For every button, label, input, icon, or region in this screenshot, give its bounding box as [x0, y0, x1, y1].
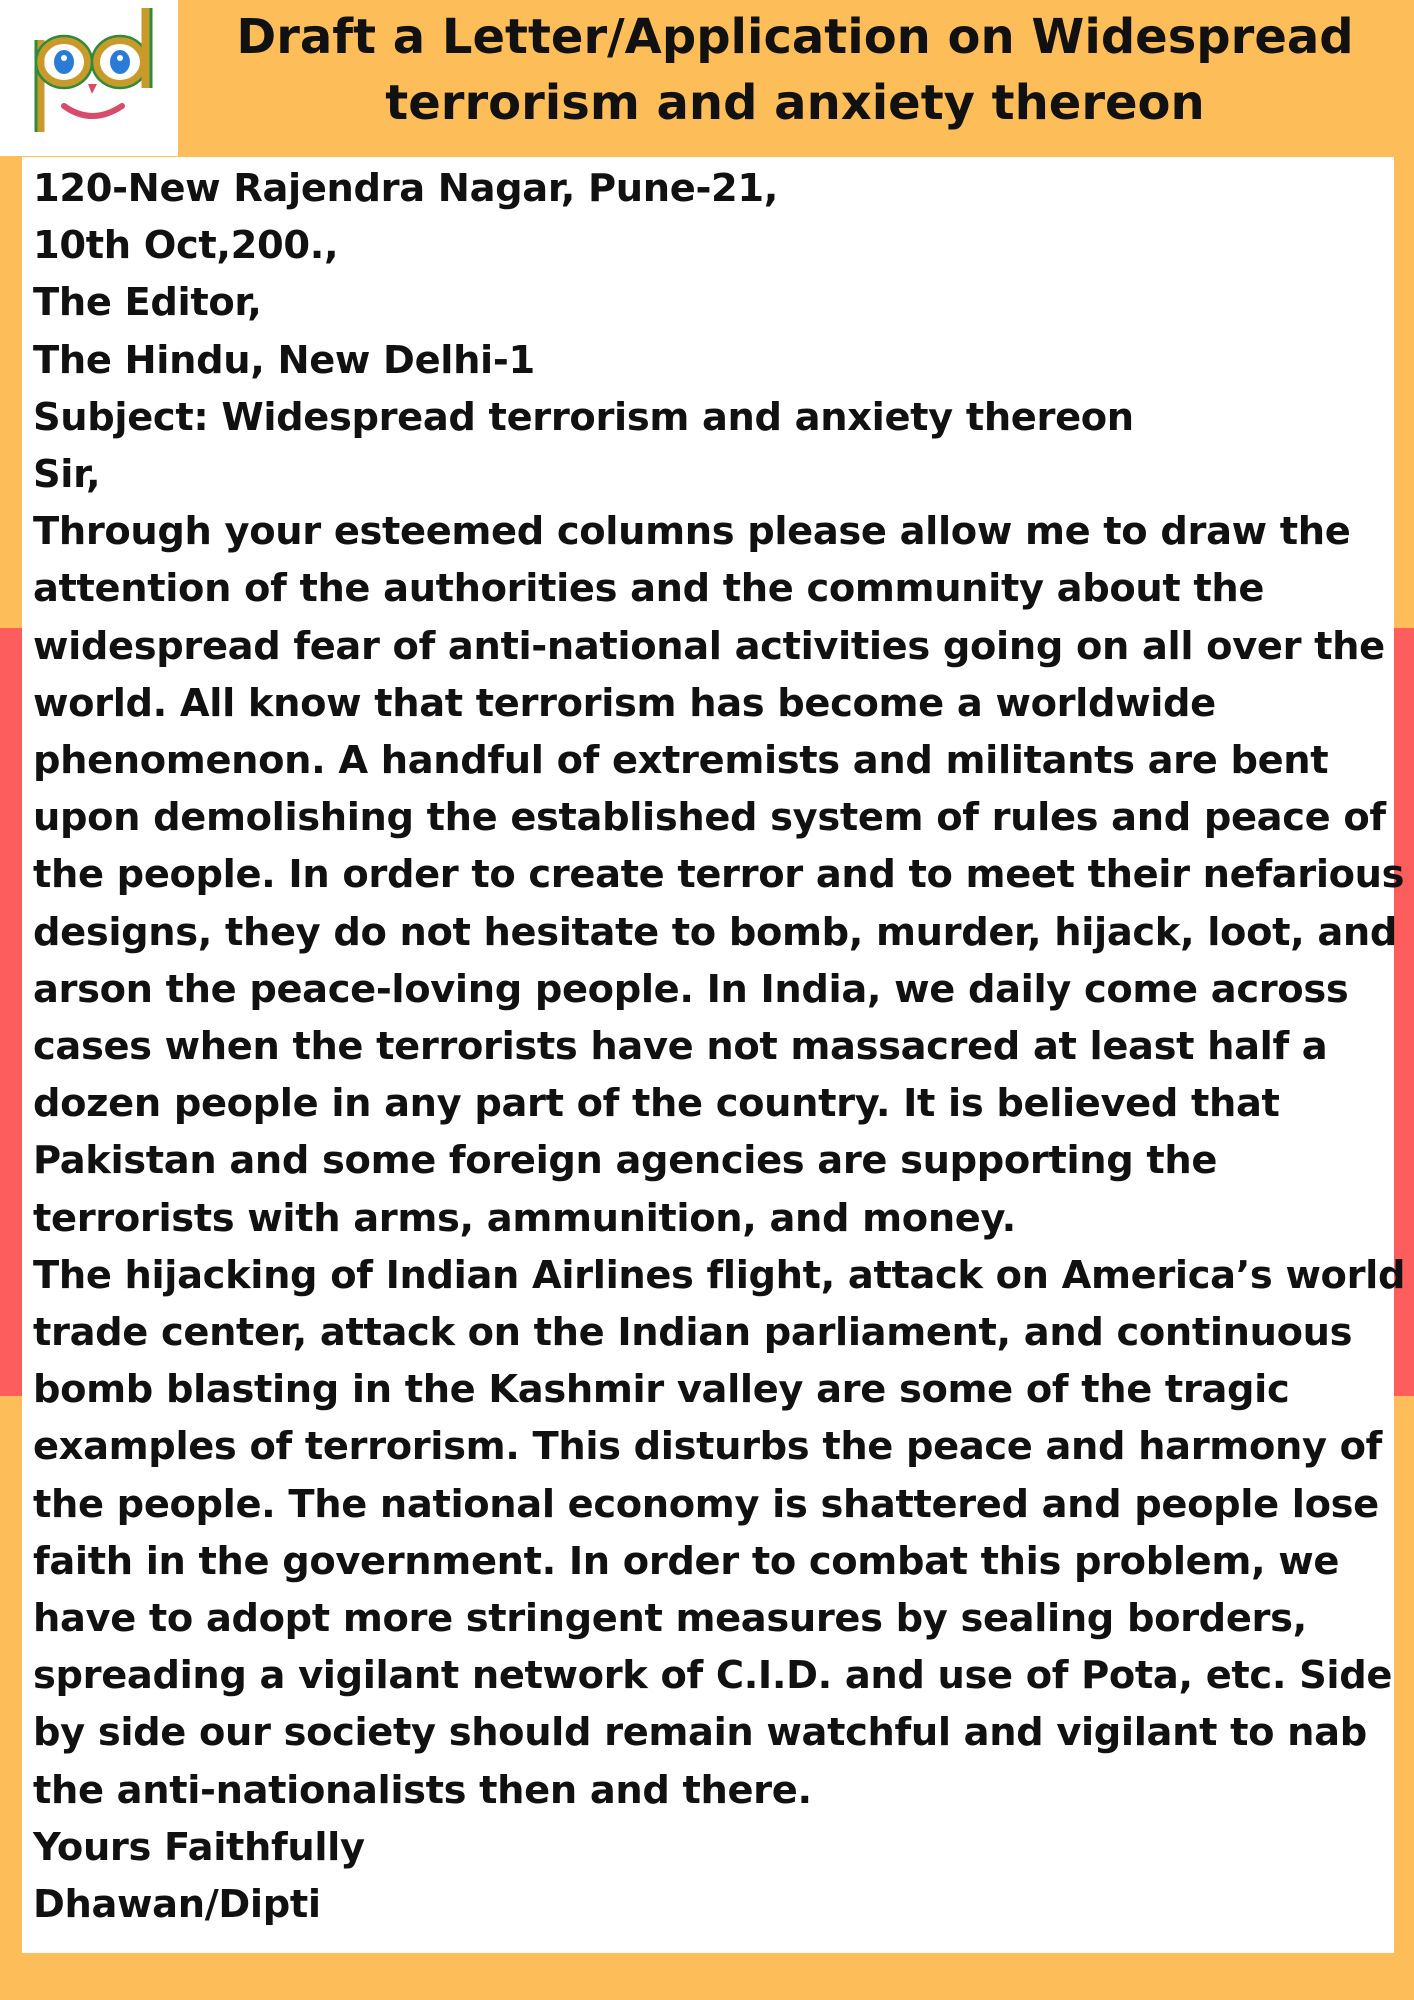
page-title-line-1: Draft a Letter/Application on Widespread — [236, 9, 1354, 65]
letter-date: 10th Oct,200., — [33, 223, 339, 269]
body-paragraph-1: Through your esteemed columns please allow me to draw the attention of the authorities and the community about the widespread fear of anti-national activities going on all over the world. All know that terrorism has become a worldwide phenomenon. A handful of extremists and militants are bent upon demolishing the established system of rules and peace of the people. In order to create terror and to meet their nefarious designs, they do not hesitate to bomb, murder, hijack, loot, and arson the peace-loving people. In India, we daily come across cases when the terrorists have not massacred at least half a dozen people in any part of the country. It is believed that Pakistan and some foreign agencies are supporting the terrorists with arms, ammunition, and money. — [33, 509, 1405, 1241]
page-title — [190, 4, 1400, 136]
subject-line: Subject: Widespread terrorism and anxiety thereon — [33, 394, 1134, 440]
salutation: Sir, — [33, 452, 101, 498]
publication: The Hindu, New Delhi-1 — [33, 337, 535, 383]
recipient: The Editor, — [33, 280, 262, 326]
pd-logo-icon — [0, 0, 178, 156]
body-paragraph-2: The hijacking of Indian Airlines flight, attack on America’s world trade center, attack on the Indian parliament, and continuous bomb blasting in the Kashmir valley are some of the tragic examples of terrorism. This disturbs the peace and harmony of the people. The national economy is shattered and people lose faith in the government. In order to combat this problem, we have to adopt more stringent measures by sealing borders, spreading a vigilant network of C.I.D. and use of Pota, etc. Side by side our society should remain watchful and vigilant to nab the anti-nationalists then and there. — [33, 1252, 1406, 1813]
pd-logo — [0, 0, 178, 156]
letter-body — [33, 160, 1408, 1933]
signature: Dhawan/Dipti — [33, 1882, 321, 1928]
page-title-line-2: terrorism and anxiety thereon — [385, 75, 1205, 131]
sender-address: 120-New Rajendra Nagar, Pune-21, — [33, 166, 778, 211]
closing: Yours Faithfully — [33, 1824, 365, 1870]
